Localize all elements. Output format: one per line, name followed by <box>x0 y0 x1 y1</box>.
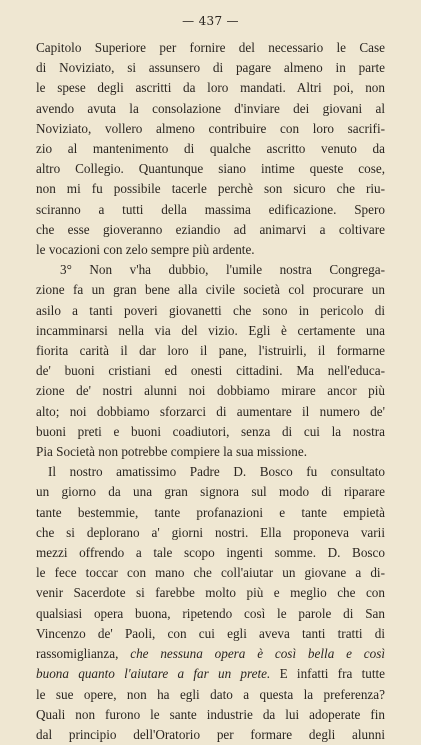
text-line: Vincenzo de' Paoli, con cui egli aveva tanti tratti di <box>36 625 385 641</box>
italic-quote: buona quanto l'aiutare a far un prete. <box>36 666 271 682</box>
text-line: zione de' nostri alunni noi dobbiamo mirare ancor più <box>36 383 385 399</box>
text-line: le fece toccar con mano che coll'aiutar un giovane a di- <box>36 565 385 581</box>
paragraph-start-line: Il nostro amatissimo Padre D. Bosco fu consultato <box>48 464 385 480</box>
text-line: fiorita carità il dar loro il pane, l'istruirli, il formarne <box>36 343 385 359</box>
text-line: Capitolo Superiore per fornire del necessario le Case <box>36 40 385 55</box>
text-line: Noviziato, vollero almeno contribuire con loro sacrifi- <box>36 120 385 136</box>
page-body <box>36 38 385 745</box>
text-line: venir Sacerdote si farebbe molto più e meglio che con <box>36 585 385 601</box>
text-line-with-quote <box>36 644 385 664</box>
text-line: Quali non furono le sante industrie da lui adoperate fin <box>36 706 385 722</box>
text-line: buoni preti e buoni coadiutori, senza di cui la nostra <box>36 423 385 439</box>
text-line: le spese degli ascritti da loro mandati. Altri poi, non <box>36 80 385 96</box>
text-line: che si deplorano a' giorni nostri. Ella proponeva varii <box>36 524 385 540</box>
text-line: zio al mantenimento di qualche ascritto venuto da <box>36 141 385 157</box>
text-line: sciranno a tutti della massima edificazione. Spero <box>36 201 385 217</box>
text-line: mezzi offrendo a tale scopo ingenti somme. D. Bosco <box>36 545 385 561</box>
text-line: alto; noi dobbiamo sforzarci di aumentare il numero de' <box>36 403 385 419</box>
text-line: di Noviziato, si assunsero di pagare almeno in parte <box>36 60 385 76</box>
text-line: de' buoni cristiani ed onesti cittadini. Ma nell'educa- <box>36 363 385 379</box>
text-line-with-quote <box>36 664 385 684</box>
text-line: non mi fu possibile tacerle perchè son sicuro che riu- <box>36 181 385 197</box>
text-line: tante bestemmie, tante profanazioni e tante empietà <box>36 504 385 520</box>
text-line: le vocazioni con zelo sempre più ardente. <box>36 242 255 258</box>
text-line: incamminarsi nella via del vizio. Egli è certamente una <box>36 322 385 338</box>
text-line: altro Collegio. Quantunque siano intime queste cose, <box>36 161 385 177</box>
text-segment: E infatti fra tutte <box>270 666 386 682</box>
italic-quote: che nessuna opera è così bella e così <box>130 646 385 662</box>
text-line: le sue opere, non ha egli dato a questa la preferenza? <box>36 686 385 702</box>
text-line: zione fa un gran bene alla civile società col procurare un <box>36 282 385 298</box>
text-line: Pia Società non potrebbe compiere la sua missione. <box>36 444 308 460</box>
text-segment: rassomiglianza, <box>36 646 131 662</box>
text-line: asilo a tanti poveri giovanetti che sono in pericolo di <box>36 302 385 318</box>
text-line: qualsiasi opera buona, ripetendo così le parole di San <box>36 605 385 621</box>
text-line: che esse gioveranno eziandio ad animarvi a coltivare <box>36 221 385 237</box>
text-line: avendo avuta la consolazione d'inviare dei giovani al <box>36 100 385 116</box>
text-line: dal principio dell'Oratorio per formare degli alunni <box>36 726 385 742</box>
paragraph-start-line: 3° Non v'ha dubbio, l'umile nostra Congrega- <box>60 262 385 278</box>
page-number: — 437 — <box>182 14 239 28</box>
text-line: un giorno da una gran signora sul modo di riparare <box>36 484 385 500</box>
